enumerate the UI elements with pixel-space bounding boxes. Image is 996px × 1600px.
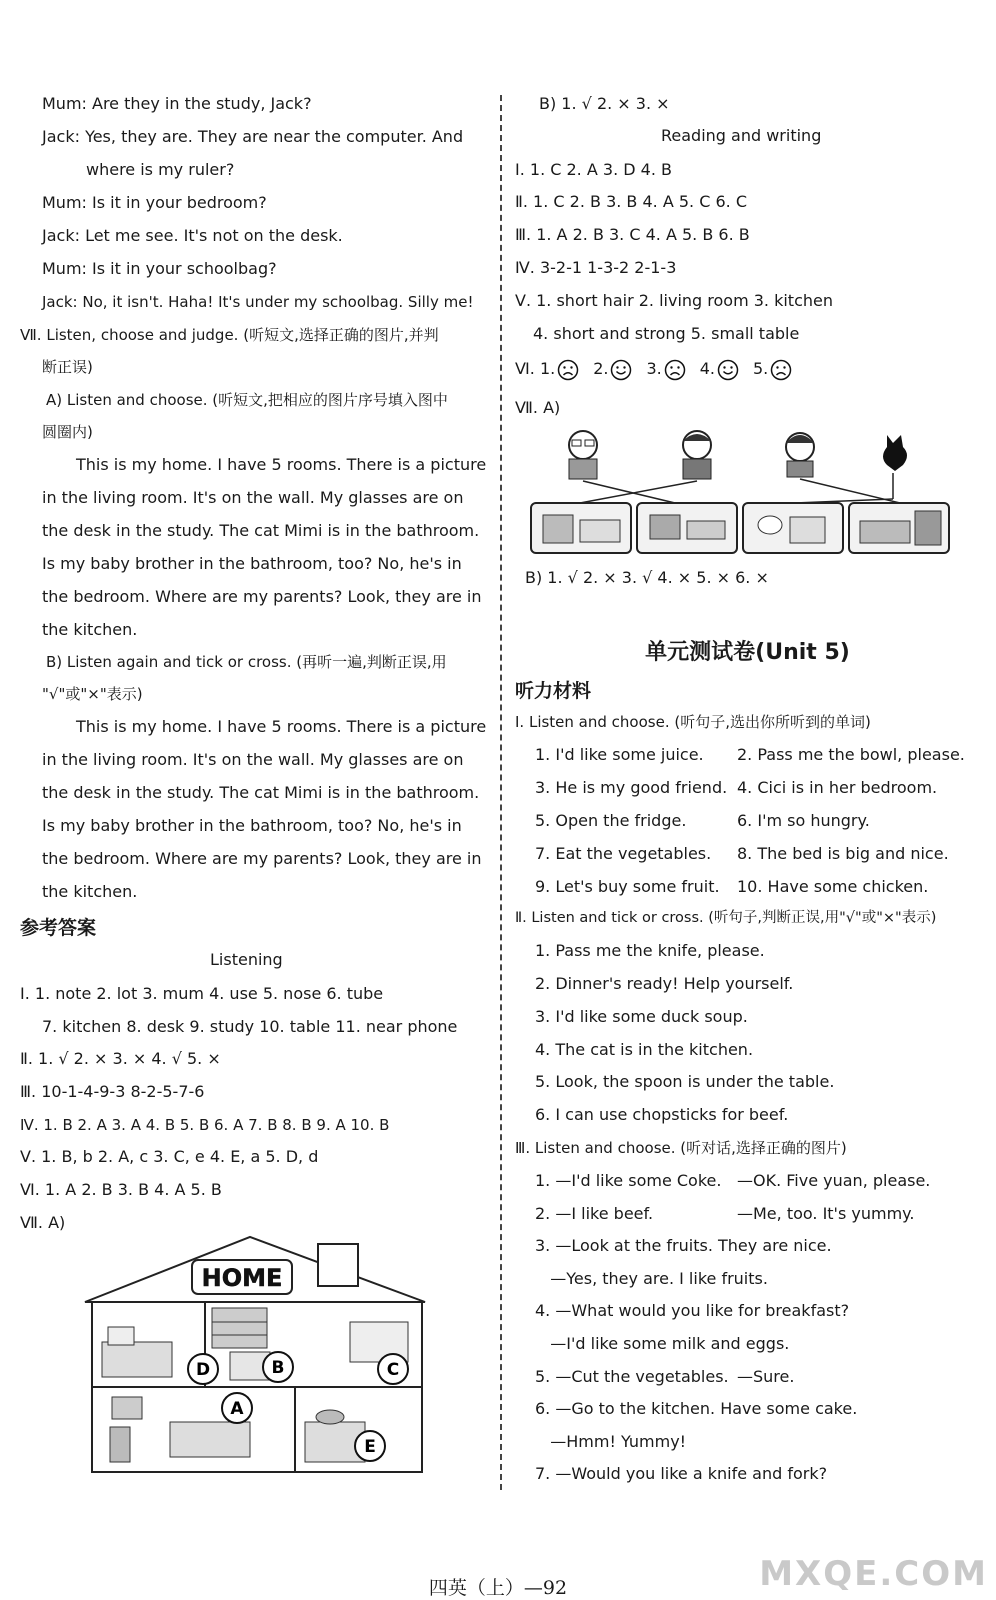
chimney	[318, 1244, 358, 1286]
listening-material-heading: 听力材料	[515, 680, 592, 702]
answer-line: Ⅲ. 10-1-4-9-3 8-2-5-7-6	[20, 1082, 205, 1101]
sentence-line: 8. The bed is big and nice.	[737, 844, 949, 863]
answer-line: Ⅶ. A)	[20, 1213, 66, 1232]
sentence-line: 7. Eat the vegetables.	[535, 844, 712, 863]
dialogue-line: —Hmm! Yummy!	[535, 1431, 687, 1451]
circle-B	[263, 1352, 293, 1382]
happy-face-icon	[610, 359, 632, 381]
matching-illustration	[525, 425, 965, 560]
dialogue-line: Jack: Let me see. It's not on the desk.	[42, 226, 343, 245]
dialogue-line: —OK. Five yuan, please.	[737, 1171, 931, 1190]
answer-line: Ⅰ. 1. C 2. A 3. D 4. B	[515, 160, 672, 179]
dialogue-line: 5. —Cut the vegetables.	[535, 1366, 729, 1386]
dialogue-line: Jack: No, it isn't. Haha! It's under my schoolbag. Silly me!	[42, 293, 474, 311]
svg-text:A: A	[230, 1399, 244, 1419]
dialogue-line: 4. —What would you like for breakfast?	[535, 1301, 850, 1321]
person-boy	[683, 431, 711, 479]
sentence-line: 10. Have some chicken.	[737, 877, 929, 896]
answer-line: B) 1. √ 2. × 3. √ 4. × 5. × 6. ×	[525, 568, 769, 587]
faces-label: Ⅵ.	[515, 359, 540, 378]
passage-line: the desk in the study. The cat Mimi is in the bathroom.	[42, 783, 480, 802]
passage-line: Is my baby brother in the bathroom, too? No, he's in	[42, 816, 462, 835]
dialogue-line: —Me, too. It's yummy.	[737, 1203, 915, 1223]
passage-line: Is my baby brother in the bathroom, too? No, he's in	[42, 554, 462, 573]
answer-line: Ⅰ. 1. note 2. lot 3. mum 4. use 5. nose 6. tube	[20, 984, 384, 1003]
dialogue-line: 3. —Look at the fruits. They are nice.	[535, 1236, 832, 1256]
face-number: 2.	[593, 359, 609, 378]
sentence-line: 4. The cat is in the kitchen.	[535, 1040, 754, 1059]
dialogue-line: 2. —I like beef.	[535, 1203, 654, 1223]
section-vii-b-title: "√"或"×"表示)	[42, 685, 143, 703]
sofa	[170, 1422, 250, 1457]
watermark: MXQE.COM	[759, 1554, 988, 1594]
sentence-line: 3. He is my good friend.	[535, 778, 728, 797]
circle-C	[378, 1354, 408, 1384]
answer-line: Ⅴ. 1. B, b 2. A, c 3. C, e 4. E, a 5. D, d	[20, 1147, 319, 1166]
answer-line: Ⅳ. 1. B 2. A 3. A 4. B 5. B 6. A 7. B 8. B 9. A 10. B	[20, 1116, 390, 1134]
dialogue-line: where is my ruler?	[86, 160, 235, 179]
passage-line: the kitchen.	[42, 882, 138, 901]
dialogue-line: 6. —Go to the kitchen. Have some cake.	[535, 1399, 858, 1419]
answer-line: Ⅱ. 1. C 2. B 3. B 4. A 5. C 6. C	[515, 192, 747, 211]
home-sign-text: HOME	[201, 1264, 283, 1292]
page-footer: 四英（上）—92	[428, 1577, 568, 1599]
answer-line: B) 1. √ 2. × 3. ×	[539, 94, 670, 113]
section-vii-b-title: B) Listen again and tick or cross. (再听一遍,判断正误,用	[46, 653, 447, 671]
section-vii-title: Ⅶ. Listen, choose and judge. (听短文,选择正确的图片,并判	[20, 326, 439, 344]
circle-E	[355, 1431, 385, 1461]
column-divider	[500, 95, 502, 1490]
passage-line: the bedroom. Where are my parents? Look, they are in	[42, 587, 482, 606]
face-number: 3.	[646, 359, 662, 378]
cat-silhouette	[883, 435, 907, 471]
sentence-line: 5. Open the fridge.	[535, 811, 687, 830]
sentence-line: 4. Cici is in her bedroom.	[737, 778, 938, 797]
sad-face-icon	[664, 359, 686, 381]
passage-line: This is my home. I have 5 rooms. There is a picture	[76, 717, 487, 736]
sentence-line: 1. I'd like some juice.	[535, 745, 704, 764]
dialogue-line: —I'd like some milk and eggs.	[535, 1334, 790, 1353]
passage-line: the bedroom. Where are my parents? Look, they are in	[42, 849, 482, 868]
person-glasses	[569, 431, 597, 479]
listening-heading: Listening	[210, 950, 283, 969]
dialogue-line: Jack: Yes, they are. They are near the computer. And	[42, 127, 464, 146]
section-vii-a-title: 圆圈内)	[42, 423, 93, 441]
answer-line: Ⅳ. 3-2-1 1-3-2 2-1-3	[515, 258, 677, 277]
sentence-line: 2. Pass me the bowl, please.	[737, 745, 965, 764]
answer-line: 4. short and strong 5. small table	[533, 324, 800, 343]
sentence-line: 3. I'd like some duck soup.	[535, 1007, 748, 1026]
dialogue-line: 1. —I'd like some Coke.	[535, 1171, 722, 1190]
dialogue-line: Mum: Are they in the study, Jack?	[42, 94, 312, 113]
section-i-title: Ⅰ. Listen and choose. (听句子,选出你所听到的单词)	[515, 713, 871, 731]
dialogue-line: —Sure.	[737, 1366, 795, 1386]
section-vii-a-title: A) Listen and choose. (听短文,把相应的图片序号填入图中	[46, 391, 448, 409]
bookshelf	[212, 1308, 267, 1348]
section-vii-title: 断正误)	[42, 358, 93, 376]
house-illustration	[80, 1232, 430, 1477]
sentence-line: 9. Let's buy some fruit.	[535, 877, 720, 896]
sentence-line: 1. Pass me the knife, please.	[535, 941, 765, 960]
passage-line: in the living room. It's on the wall. My glasses are on	[42, 488, 464, 507]
passage-line: This is my home. I have 5 rooms. There is a picture	[76, 455, 487, 474]
answer-line: Ⅲ. 1. A 2. B 3. C 4. A 5. B 6. B	[515, 225, 750, 244]
dialogue-line: Mum: Is it in your schoolbag?	[42, 259, 277, 278]
svg-text:E: E	[364, 1437, 376, 1457]
answer-line: Ⅵ. 1. A 2. B 3. B 4. A 5. B	[20, 1180, 222, 1199]
bed	[102, 1342, 172, 1377]
passage-line: in the living room. It's on the wall. My glasses are on	[42, 750, 464, 769]
wall-picture	[112, 1397, 142, 1419]
sad-face-icon	[557, 359, 579, 381]
section-iii-title: Ⅲ. Listen and choose. (听对话,选择正确的图片)	[515, 1139, 847, 1157]
face-number: 1.	[539, 359, 556, 378]
sentence-line: 6. I can use chopsticks for beef.	[535, 1105, 789, 1124]
section-ii-title: Ⅱ. Listen and tick or cross. (听句子,判断正误,用"√"或"×"表示)	[515, 910, 937, 926]
face-number: 4.	[699, 359, 715, 378]
dialogue-line: Mum: Is it in your bedroom?	[42, 193, 267, 212]
vii-a-label: Ⅶ. A)	[515, 398, 561, 417]
svg-text:C: C	[386, 1360, 400, 1380]
passage-line: the kitchen.	[42, 620, 138, 639]
unit-test-title: 单元测试卷(Unit 5)	[645, 640, 850, 665]
answers-heading: 参考答案	[20, 917, 97, 939]
dialogue-line: 7. —Would you like a knife and fork?	[535, 1464, 828, 1484]
reading-writing-heading: Reading and writing	[661, 126, 822, 145]
happy-face-icon	[717, 359, 739, 381]
faces-answer-row	[515, 358, 806, 381]
answer-line: 7. kitchen 8. desk 9. study 10. table 11. near phone	[42, 1017, 458, 1036]
answer-line: Ⅱ. 1. √ 2. × 3. × 4. √ 5. ×	[20, 1049, 221, 1068]
answer-line: Ⅴ. 1. short hair 2. living room 3. kitchen	[515, 291, 833, 310]
sentence-line: 5. Look, the spoon is under the table.	[535, 1072, 835, 1091]
sentence-line: 6. I'm so hungry.	[737, 811, 870, 830]
circle-D	[188, 1354, 218, 1384]
passage-line: the desk in the study. The cat Mimi is in the bathroom.	[42, 521, 480, 540]
svg-text:B: B	[271, 1358, 285, 1378]
face-number: 5.	[753, 359, 769, 378]
sentence-line: 2. Dinner's ready! Help yourself.	[535, 974, 794, 993]
svg-text:D: D	[195, 1360, 211, 1380]
circle-A	[222, 1393, 252, 1423]
dialogue-line: —Yes, they are. I like fruits.	[535, 1268, 768, 1288]
person-girl	[786, 433, 814, 477]
sad-face-icon	[770, 359, 792, 381]
